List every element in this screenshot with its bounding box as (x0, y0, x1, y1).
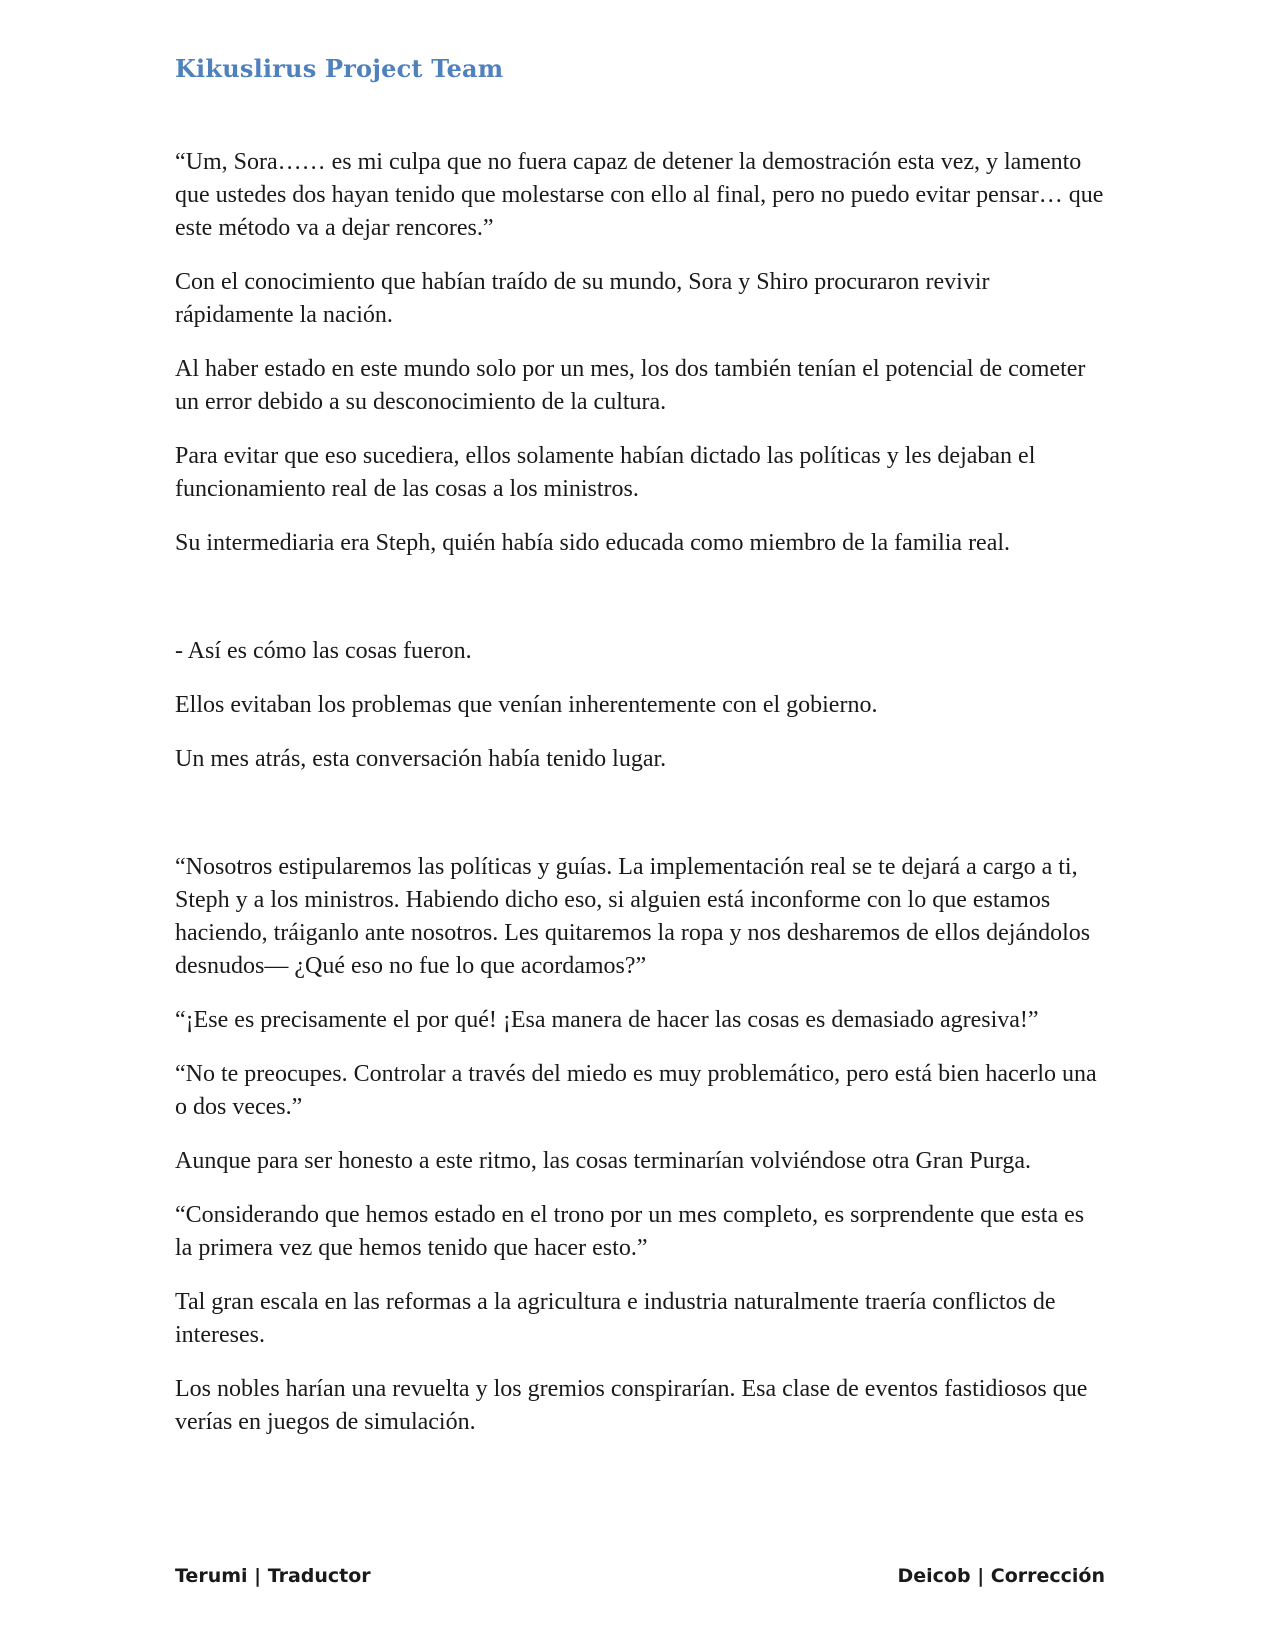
paragraph: “Considerando que hemos estado en el trono por un mes completo, es sorprendente que esta es la primera vez que hemos tenido que hacer esto.” (175, 1202, 1085, 1261)
paragraph: “No te preocupes. Controlar a través del miedo es muy problemático, pero está bien hacerlo una o dos veces.” (175, 1061, 1097, 1120)
header-title: Kikuslirus Project Team (175, 54, 504, 83)
document-body (175, 146, 1105, 1460)
paragraph: “Nosotros estipularemos las políticas y guías. La implementación real se te dejará a cargo a ti, Steph y a los ministros. Habiendo dicho eso, si alguien está inconforme con lo que estamos haciendo, tráiganlo ante nosotros. Les quitaremos la ropa y nos desharemos de ellos dejándolos desnudos— ¿Qué eso no fue lo que acordamos?” (175, 854, 1091, 979)
paragraph: Aunque para ser honesto a este ritmo, las cosas terminarían volviéndose otra Gran Purga. (175, 1148, 1031, 1174)
section-gap (175, 581, 1105, 635)
paragraph: Con el conocimiento que habían traído de su mundo, Sora y Shiro procuraron revivir rápidamente la nación. (175, 269, 990, 328)
paragraph: Tal gran escala en las reformas a la agricultura e industria naturalmente traería conflictos de intereses. (175, 1289, 1056, 1348)
paragraph: - Así es cómo las cosas fueron. (175, 638, 472, 664)
paragraph: Su intermediaria era Steph, quién había sido educada como miembro de la familia real. (175, 530, 1011, 556)
paragraph: Para evitar que eso sucediera, ellos solamente habían dictado las políticas y les dejaban el funcionamiento real de las cosas a los ministros. (175, 443, 1036, 502)
paragraph: “Um, Sora…… es mi culpa que no fuera capaz de detener la demostración esta vez, y lamento que ustedes dos hayan tenido que molestarse con ello al final, pero no puedo evitar pensar… que este método va a dejar rencores.” (175, 149, 1104, 241)
paragraph: Ellos evitaban los problemas que venían inherentemente con el gobierno. (175, 692, 878, 718)
paragraph: Al haber estado en este mundo solo por un mes, los dos también tenían el potencial de cometer un error debido a su desconocimiento de la cultura. (175, 356, 1086, 415)
paragraph: “¡Ese es precisamente el por qué! ¡Esa manera de hacer las cosas es demasiado agresiva!” (175, 1007, 1039, 1033)
footer-proofreader: Deicob | Corrección (897, 1565, 1105, 1587)
paragraph: Los nobles harían una revuelta y los gremios conspirarían. Esa clase de eventos fastidiosos que verías en juegos de simulación. (175, 1376, 1088, 1435)
section-gap (175, 797, 1105, 851)
paragraph: Un mes atrás, esta conversación había tenido lugar. (175, 746, 667, 772)
footer-translator: Terumi | Traductor (175, 1565, 371, 1587)
